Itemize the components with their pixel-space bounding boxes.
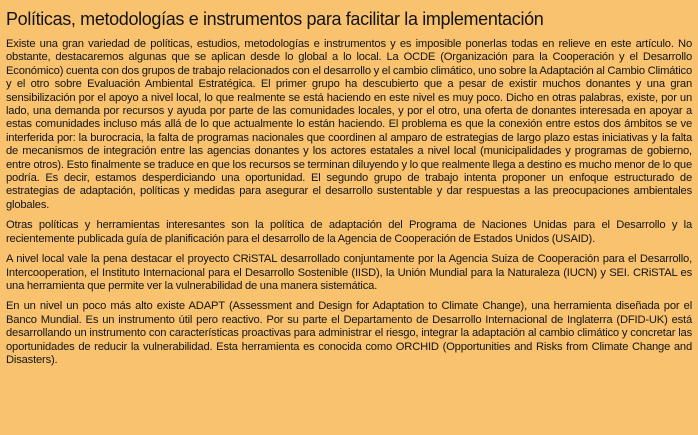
paragraph-adapt-orchid: En un nivel un poco más alto existe ADAPT (Assessment and Design for Adaptation to Climate Change), una herramienta diseñada por el Banco Mundial. Es un instrumento útil pero reactivo. Por su parte el Departamento de Desarrollo Internacional de Inglaterra (DFID-UK) está desarrollando un instrumento con características proactivas para administrar el riesgo, integrar la adaptación al cambio climático y concretar las oportunidades de reducir la vulnerabilidad. Esta herramienta es conocida como ORCHID (Opportunities and Risks from Climate Change and Disasters).: [6, 300, 692, 366]
paragraph-undp-usaid: Otras políticas y herramientas interesantes son la política de adaptación del Programa de Naciones Unidas para el Desarrollo y la recientemente publicada guía de planificación para el desarrollo de la Agencia de Cooperación de Estados Unidos (USAID).: [6, 219, 692, 245]
paragraph-cristal: A nivel local vale la pena destacar el proyecto CRiSTAL desarrollado conjuntamente por la Agencia Suiza de Cooperación para el Desarrollo, Intercooperation, el Instituto Internacional para el Desarrollo Sostenible (IISD), la Unión Mundial para la Naturaleza (IUCN) y SEI. CRiSTAL es una herramienta que permite ver la vulnerabilidad de una manera sistemática.: [6, 253, 692, 292]
paragraph-oecd: Existe una gran variedad de políticas, estudios, metodologías e instrumentos y es imposible ponerlas todas en relieve en este artículo. No obstante, destacaremos algunas que se aplican desde lo global a lo local. La OCDE (Organización para la Cooperación y el Desarrollo Económico) cuenta con dos grupos de trabajo relacionados con el desarrollo y el cambio climático, uno sobre la Adaptación al Cambio Climático y el otro sobre Evaluación Ambiental Estratégica. El primer grupo ha descubierto que a pesar de existir muchos donantes y una gran sensibilización por el apoyo a nivel local, lo que realmente se está haciendo en este nivel es muy poco. Dicho en otras palabras, existe, por un lado, una demanda por recursos y ayuda por parte de las comunidades locales, y por el otro, una oferta de donantes interesada en apoyar a estas comunidades incluso más allá de lo que actualmente lo están haciendo. El problema es que la conexión entre estos dos ámbitos se ve interferida por: la burocracia, la falta de programas nacionales que coordinen al amparo de estrategias de largo plazo estas iniciativas y la falta de mecanismos de integración entre las agencias donantes y los actores estatales a nivel local (municipalidades y programas de gobierno, entre otros). Esto finalmente se traduce en que los recursos se terminan diluyendo y lo que realmente llega a destino es mucho menor de lo que podría. Es decir, estamos desperdiciando una oportunidad. El segundo grupo de trabajo intenta proponer un enfoque estructurado de estrategias de adaptación, políticas y medidas para asegurar el desarrollo sustentable y dar respuestas a las preocupaciones ambientales globales.: [6, 38, 692, 211]
article-title: Políticas, metodologías e instrumentos para facilitar la implementación: [6, 9, 544, 29]
